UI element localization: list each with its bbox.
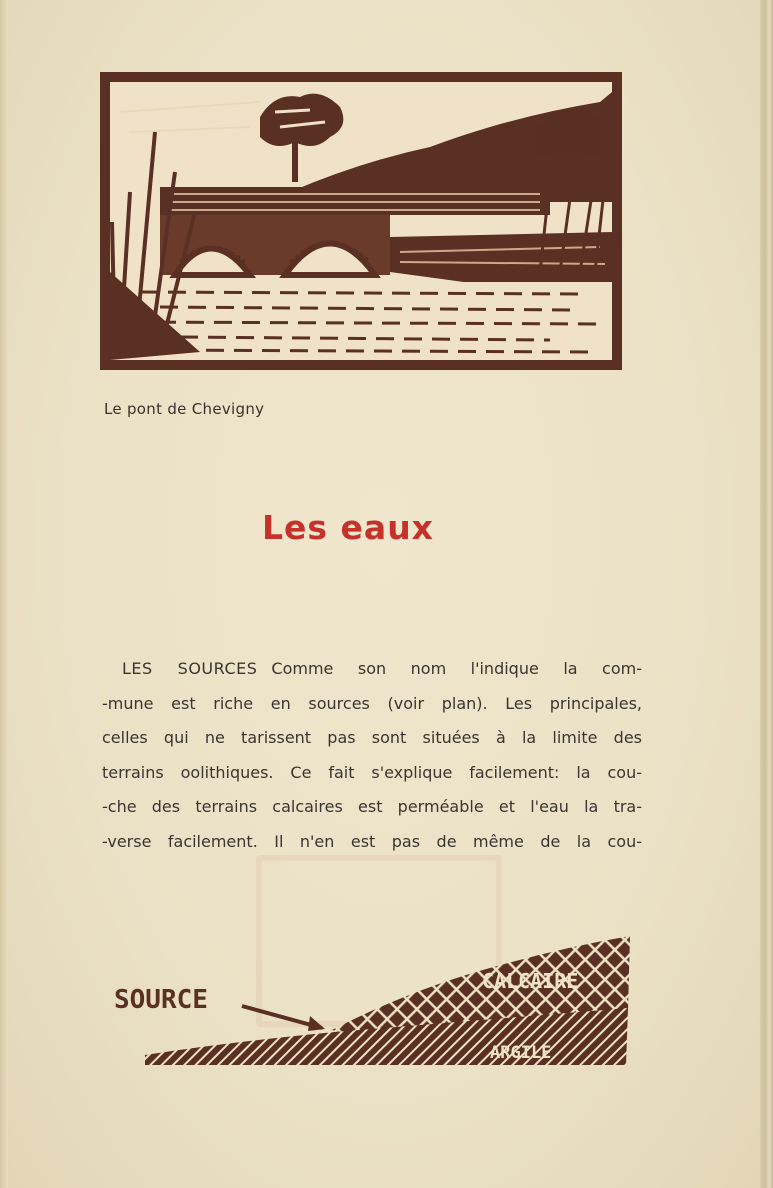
illustration-caption: Le pont de Chevigny [104,400,265,418]
paragraph-line: celles qui ne tarissent pas sont situées à la limite des [102,728,642,747]
page-right-edge [760,0,773,1188]
paragraph-line: LES SOURCES Comme son nom l'indique la com- [122,659,643,678]
source-label: SOURCE [114,985,208,1015]
calcaire-label: CALCAIRE [482,969,579,993]
page-left-edge [0,0,8,1188]
body-paragraph [102,652,642,859]
paragraph-line: -che des terrains calcaires est perméable et l'eau la tra- [102,797,642,816]
spring-diagram [110,930,635,1070]
bridge-woodcut-illustration [100,72,622,370]
page-title: Les eaux [262,508,434,547]
paragraph-line: -verse facilement. Il n'en est pas de même de la cou- [102,831,642,851]
paragraph-line: -mune est riche en sources (voir plan). Les principales, [102,693,642,713]
argile-label: ARGILE [490,1043,552,1063]
section-lead: LES SOURCES [122,659,258,678]
paragraph-line: terrains oolithiques. Ce fait s'explique facilement: la cou- [102,762,642,782]
